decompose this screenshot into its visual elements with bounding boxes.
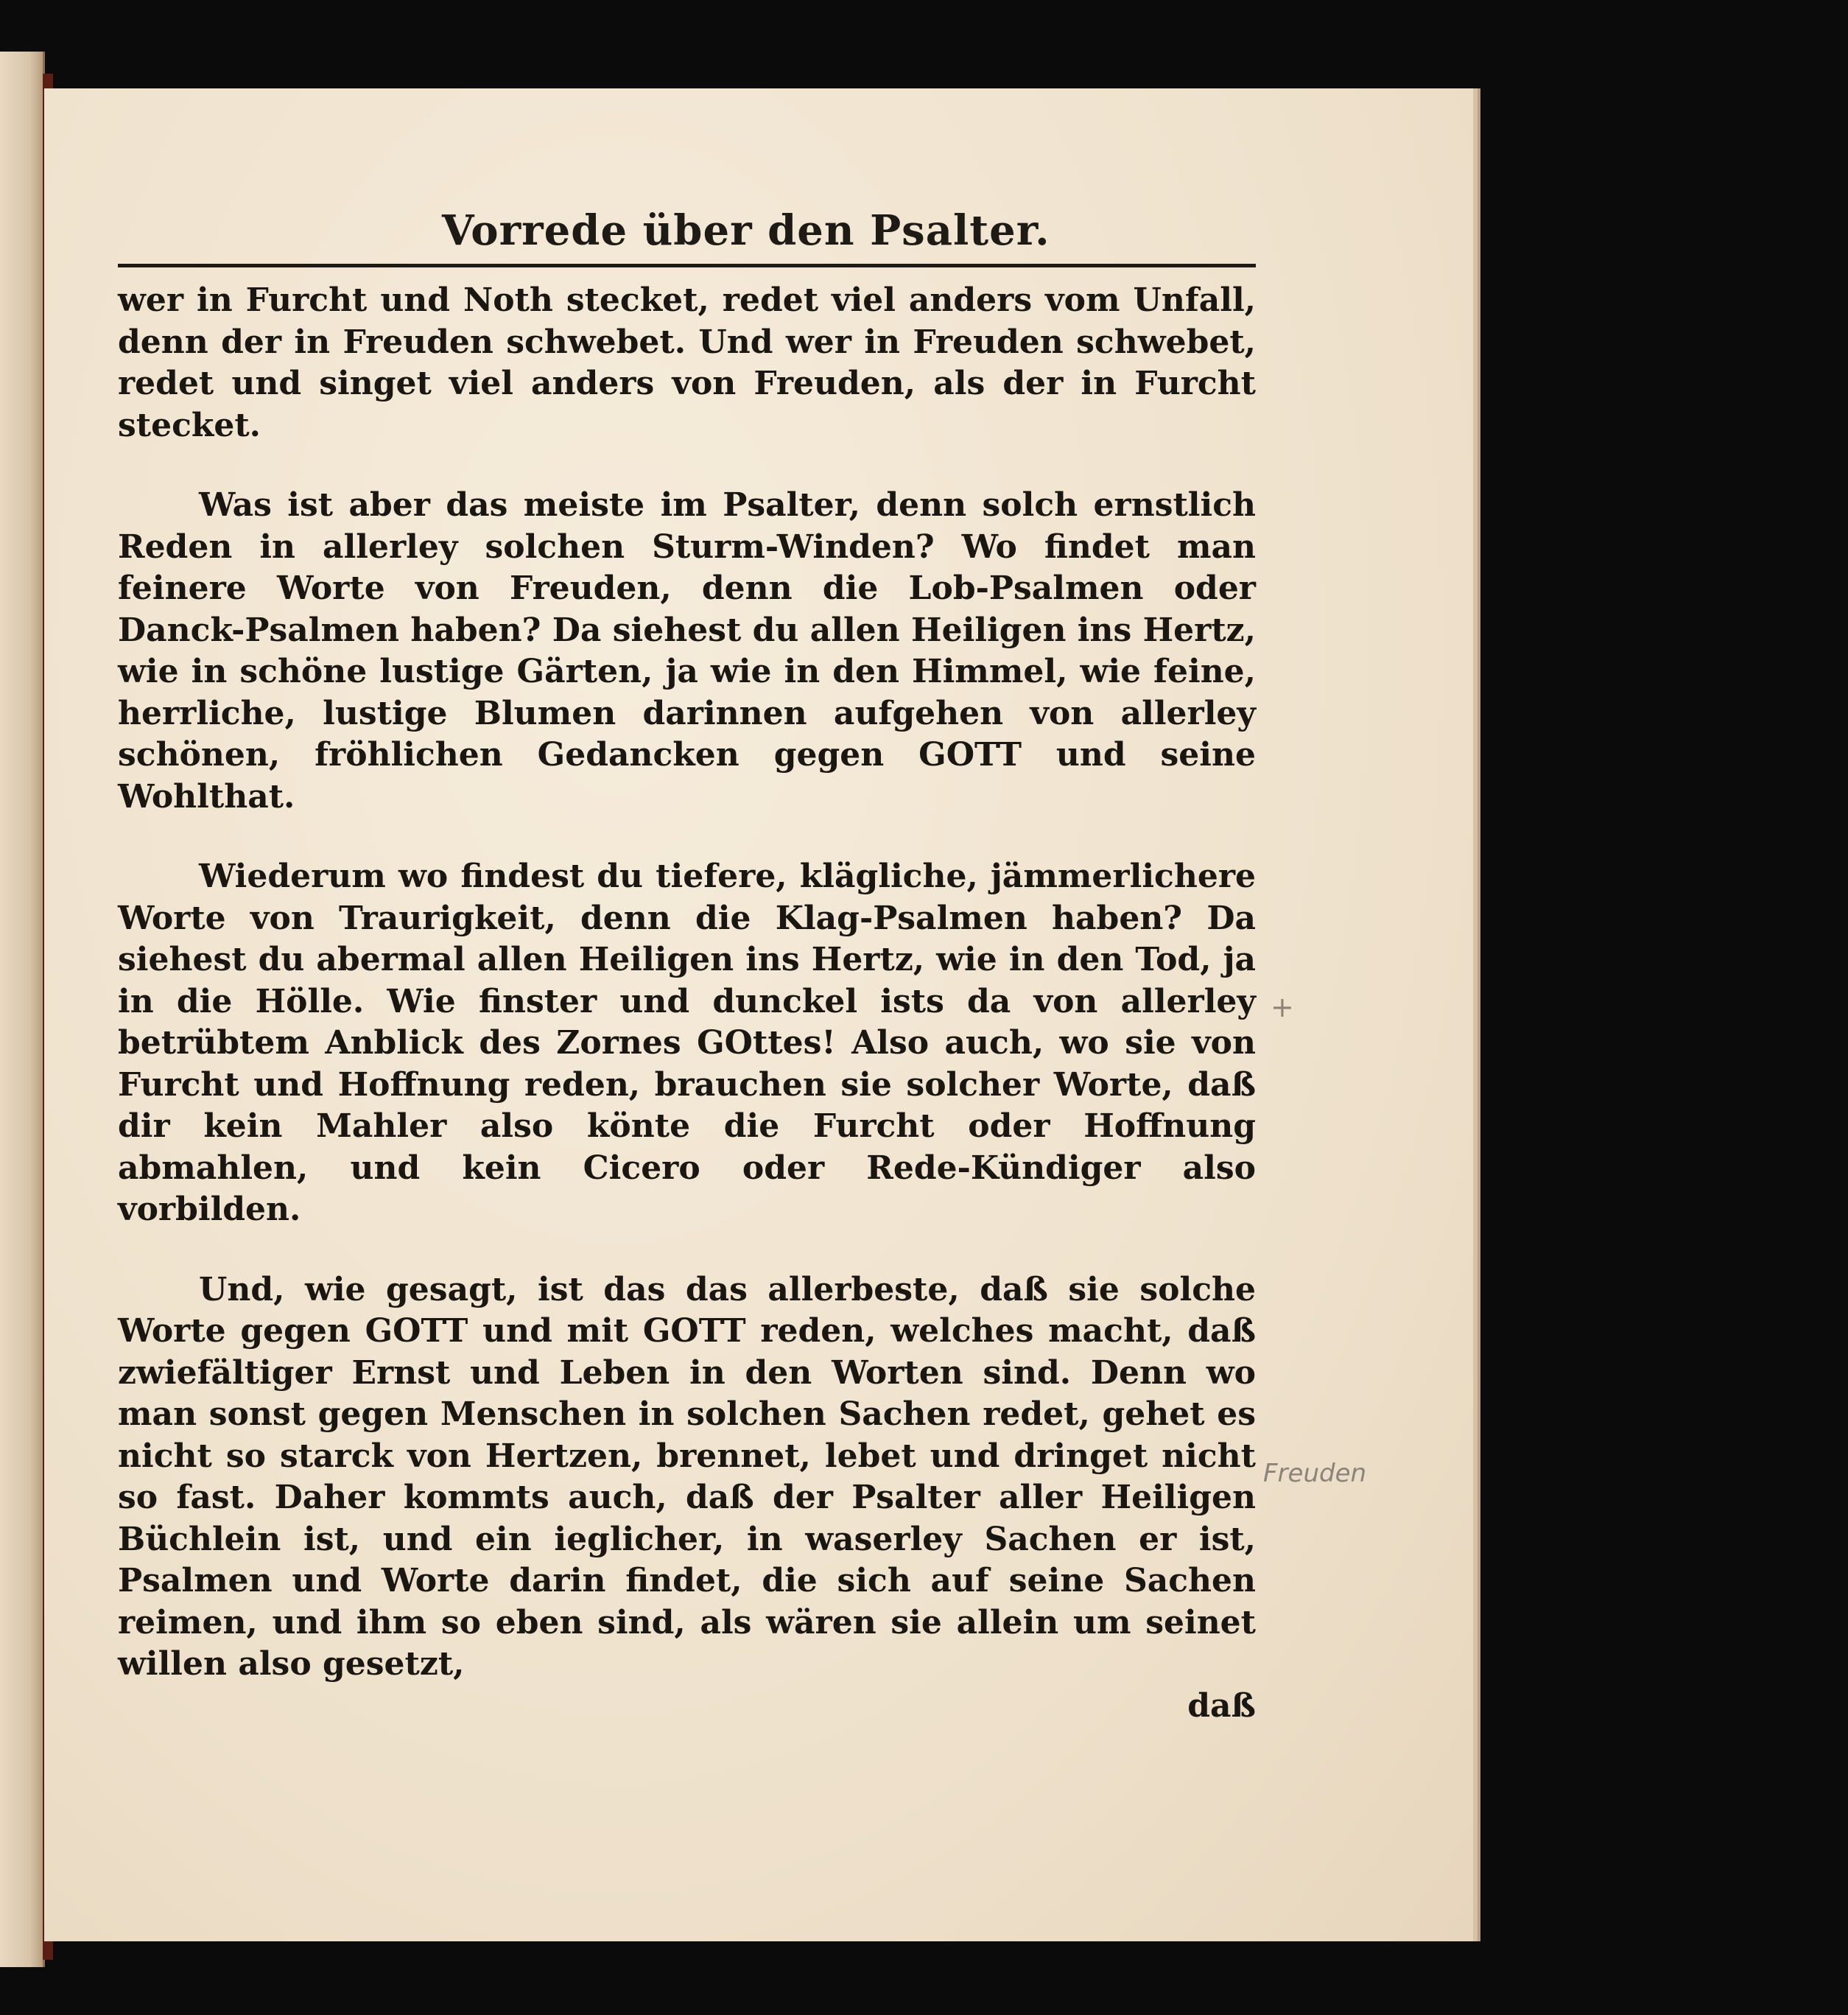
pencil-mark-cross: +	[1271, 991, 1294, 1023]
catchword: daß	[1187, 1686, 1256, 1725]
paragraph-1: wer in Furcht und Noth stecket, redet viel anders vom Unfall, denn der in Freuden schwebet. Und wer in Freuden schwebet, redet und singet viel anders von Freuden, als der in Furcht stecket.	[118, 281, 1256, 444]
header	[162, 206, 1252, 273]
book-page	[44, 88, 1473, 1941]
header-rule	[118, 264, 1256, 267]
body-text	[118, 280, 1256, 1727]
running-head: Vorrede über den Psalter.	[442, 206, 1050, 255]
paragraph-3: Wiederum wo findest du tiefere, klägliche, jämmerlichere Worte von Traurigkeit, denn die Klag-Psalmen haben? Da siehest du abermal allen Heiligen ins Hertz, wie in den Tod, ja in die Hölle. Wie finster und dunckel ists da von allerley betrübtem Anblick des Zornes GOttes! Also auch, wo sie von Furcht und Hoffnung reden, brauchen sie solcher Worte, daß dir kein Mahler also könte die Furcht oder Hoffnung abmahlen, und kein Cicero oder Rede-Kündiger also vorbilden.	[118, 858, 1256, 1228]
paragraph-4: Und, wie gesagt, ist das das allerbeste, daß sie solche Worte gegen GOTT und mit GOTT reden, welches macht, daß zwiefältiger Ernst und Leben in den Worten sind. Denn wo man sonst gegen Menschen in solchen Sachen redet, gehet es nicht so starck von Hertzen, brennet, lebet und dringet nicht so fast. Daher kommts auch, daß der Psalter aller Heiligen Büchlein ist, und ein ieglicher, in waserley Sachen er ist, Psalmen und Worte darin findet, die sich auf seine Sachen reimen, und ihm so eben sind, als wären sie allein um seinet willen also gesetzt,	[118, 1270, 1256, 1683]
paragraph-2: Was ist aber das meiste im Psalter, denn solch ernstlich Reden in allerley solchen Sturm-Winden? Wo findet man feinere Worte von Freuden, denn die Lob-Psalmen oder Danck-Psalmen haben? Da siehest du allen Heiligen ins Hertz, wie in schöne lustige Gärten, ja wie in den Himmel, wie feine, herrliche, lustige Blumen darinnen aufgehen von allerley schönen, fröhlichen Gedancken gegen GOTT und seine Wohlthat.	[118, 486, 1256, 816]
facing-page-edge	[0, 52, 45, 1967]
pencil-mark-word: Freuden	[1263, 1459, 1367, 1488]
